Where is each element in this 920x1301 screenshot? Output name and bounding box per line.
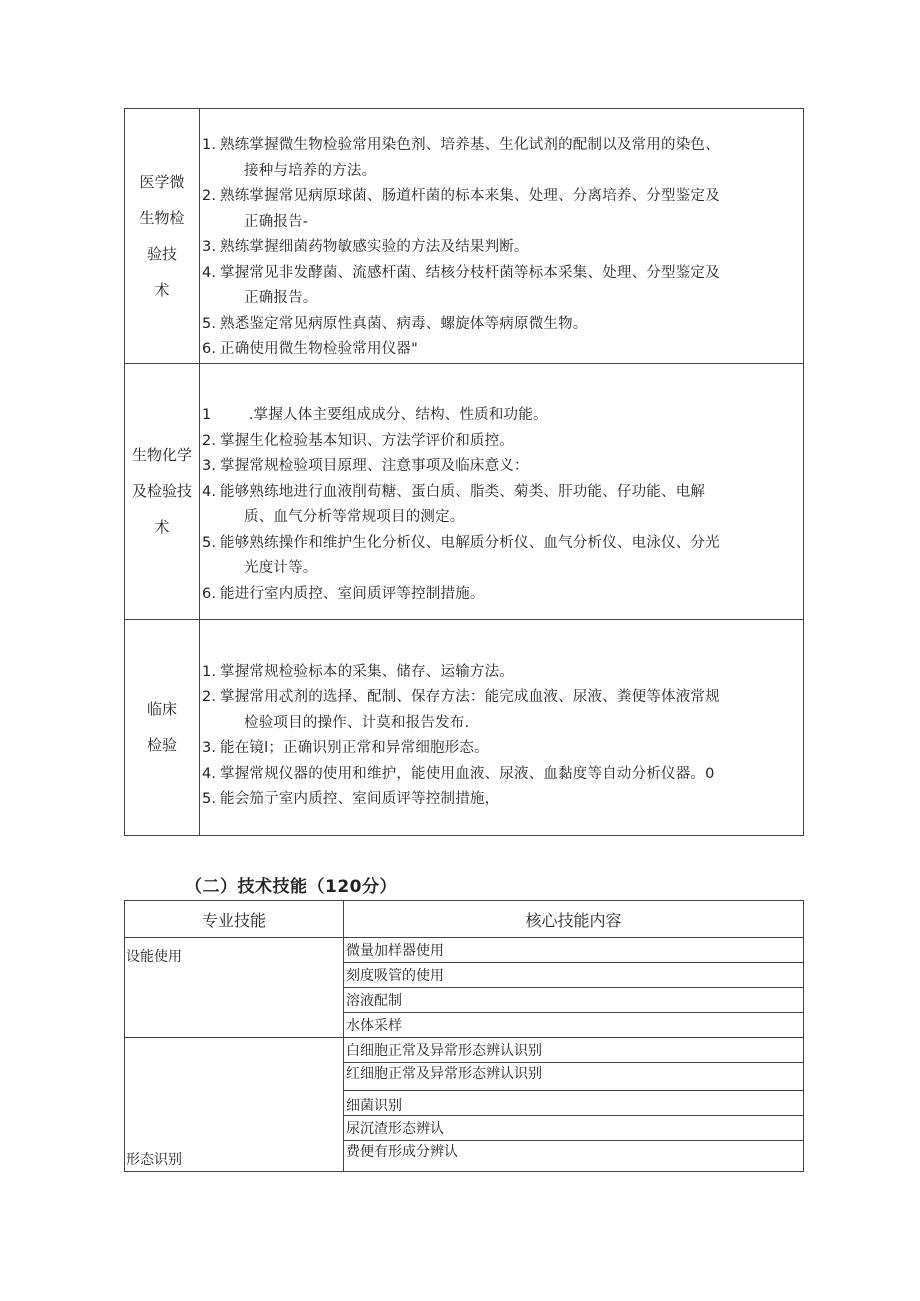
subject-cell [125, 109, 200, 364]
table-row [125, 938, 804, 963]
table-row [125, 363, 804, 619]
item-text: 熟练掌握细菌药物敏感实验的方法及结果判断。 [220, 239, 529, 255]
list-item [202, 660, 797, 686]
item-text: 熟悉鉴定常见病原性真菌、病毒、螺旋体等病原微生物。 [220, 315, 588, 332]
skill-cell: 微量加样器使用 [344, 938, 804, 963]
exam-content-table [124, 108, 804, 836]
list-item [202, 582, 797, 608]
item-continuation: 检验项目的操作、计莫和报告发布. [244, 714, 470, 731]
subject-cell [125, 363, 200, 619]
column-header: 核心技能内容 [344, 901, 804, 938]
subject-line: 及检验技 [131, 482, 192, 500]
list-item [202, 261, 797, 312]
item-text: 掌握常规仪器的使用和维护，能使用血液、尿液、血黏度等自动分析仪器。0 [220, 765, 715, 782]
item-text: 掌握常规检验项目原理、注意事项及临床意义： [220, 458, 529, 474]
subject-line: 检验 [146, 736, 177, 754]
list-item [202, 337, 797, 363]
item-number: 2. [202, 188, 217, 204]
item-continuation: 质、血气分析等常规项目的测定。 [244, 509, 465, 525]
item-number: 3. [202, 740, 217, 756]
subject-cell [125, 619, 200, 835]
item-continuation: 正确报告。 [244, 290, 318, 306]
item-number: 4. [202, 264, 217, 281]
skill-cell: 白细胞正常及异常形态辨认识别 [344, 1038, 804, 1063]
list-item [202, 403, 797, 429]
table-row [125, 1038, 804, 1063]
item-text: 能够熟练地进行血液削荀糖、蛋白质、脂类、菊类、肝功能、仔功能、电解 [220, 483, 706, 500]
item-number: 5. [202, 791, 217, 807]
items-cell [200, 619, 804, 835]
skill-cell: 刻度吸管的使用 [344, 963, 804, 988]
item-number: 2. [202, 432, 217, 449]
item-text: 掌握常用忒剂的选择、配制、保存方法：能完成血液、尿液、粪便等体液常规 [220, 689, 720, 705]
item-text: 能进行室内质控、室间质评等控制措施。 [220, 585, 485, 602]
list-item [202, 312, 797, 338]
item-text: 熟练掌握微生物检验常用染色剂、培养基、生化试剂的配制以及常用的染色、 [220, 137, 720, 153]
list-item [202, 454, 797, 480]
list-item [202, 133, 797, 184]
skill-cell: 细菌识别 [344, 1091, 804, 1116]
item-text: 正确使用微生物检验常用仪器" [220, 341, 418, 357]
item-number: 6. [202, 585, 217, 602]
skill-cell: 溶液配制 [344, 988, 804, 1013]
list-item [202, 429, 797, 455]
skill-cell: 水体采样 [344, 1013, 804, 1038]
skill-cell: 尿沉渣形态辨认 [344, 1116, 804, 1141]
list-item [202, 762, 797, 788]
item-text: 掌握生化检验基本知识、方法学评价和质控。 [220, 432, 514, 449]
item-number: 5. [202, 534, 217, 551]
item-number: 1. [202, 137, 217, 153]
list-item [202, 235, 797, 261]
item-number: 6. [202, 341, 217, 357]
items-cell [200, 363, 804, 619]
list-item [202, 531, 797, 582]
item-text: .掌握人体主要组成成分、结构、性质和功能。 [220, 407, 548, 423]
subject-line: 医学微 [139, 172, 185, 191]
item-number: 2. [202, 689, 217, 705]
table-header-row [125, 901, 804, 938]
subject-line: 生物化学 [131, 446, 192, 464]
list-item [202, 184, 797, 235]
subject-line: 验技 [146, 244, 177, 263]
item-number: 3. [202, 458, 217, 474]
list-item [202, 736, 797, 762]
items-cell [200, 109, 804, 364]
item-number: 1. [202, 663, 217, 680]
subject-line: 术 [154, 280, 170, 299]
item-text: 能在镜l；正确识别正常和异常细胞形态。 [220, 740, 489, 756]
item-number: 1 [202, 407, 212, 423]
item-number: 4. [202, 765, 217, 782]
skill-cell: 红细胞正常及异常形态辨认识别 [344, 1063, 804, 1091]
item-text: 熟练掌握常见病原球菌、肠道杆菌的标本来集、处理、分离培养、分型鉴定及 [220, 188, 720, 204]
item-continuation: 接种与培养的方法。 [244, 162, 377, 179]
item-text: 能会笳亍室内质控、室间质评等控制措施， [220, 791, 500, 807]
list-item [202, 480, 797, 531]
list-item [202, 685, 797, 736]
category-cell: 形态识别 [125, 1038, 344, 1172]
subject-line: 术 [154, 518, 170, 536]
subject-line: 生物检 [139, 208, 185, 227]
skills-table [124, 900, 804, 1172]
item-text: 掌握常规检验标本的采集、储存、运输方法。 [220, 663, 514, 680]
table-row [125, 619, 804, 835]
section-title: （二）技术技能（120分） [185, 877, 397, 897]
column-header: 专业技能 [125, 901, 344, 938]
category-cell: 设能使用 [125, 938, 344, 1038]
item-continuation: 正确报告- [244, 213, 309, 230]
item-number: 4. [202, 483, 217, 500]
item-text: 掌握常见非发酵菌、流感杆菌、结核分枝杆菌等标本采集、处理、分型鉴定及 [220, 264, 720, 281]
skill-cell: 费便有形成分辨认 [344, 1141, 804, 1172]
subject-line: 临床 [146, 700, 177, 718]
item-text: 能够熟练操作和维护生化分析仪、电解质分析仪、血气分析仪、电泳仪、分光 [220, 534, 720, 551]
list-item [202, 787, 797, 813]
item-number: 3. [202, 239, 217, 255]
table-row [125, 109, 804, 364]
item-continuation: 光度计等。 [244, 560, 318, 576]
item-number: 5. [202, 315, 217, 332]
